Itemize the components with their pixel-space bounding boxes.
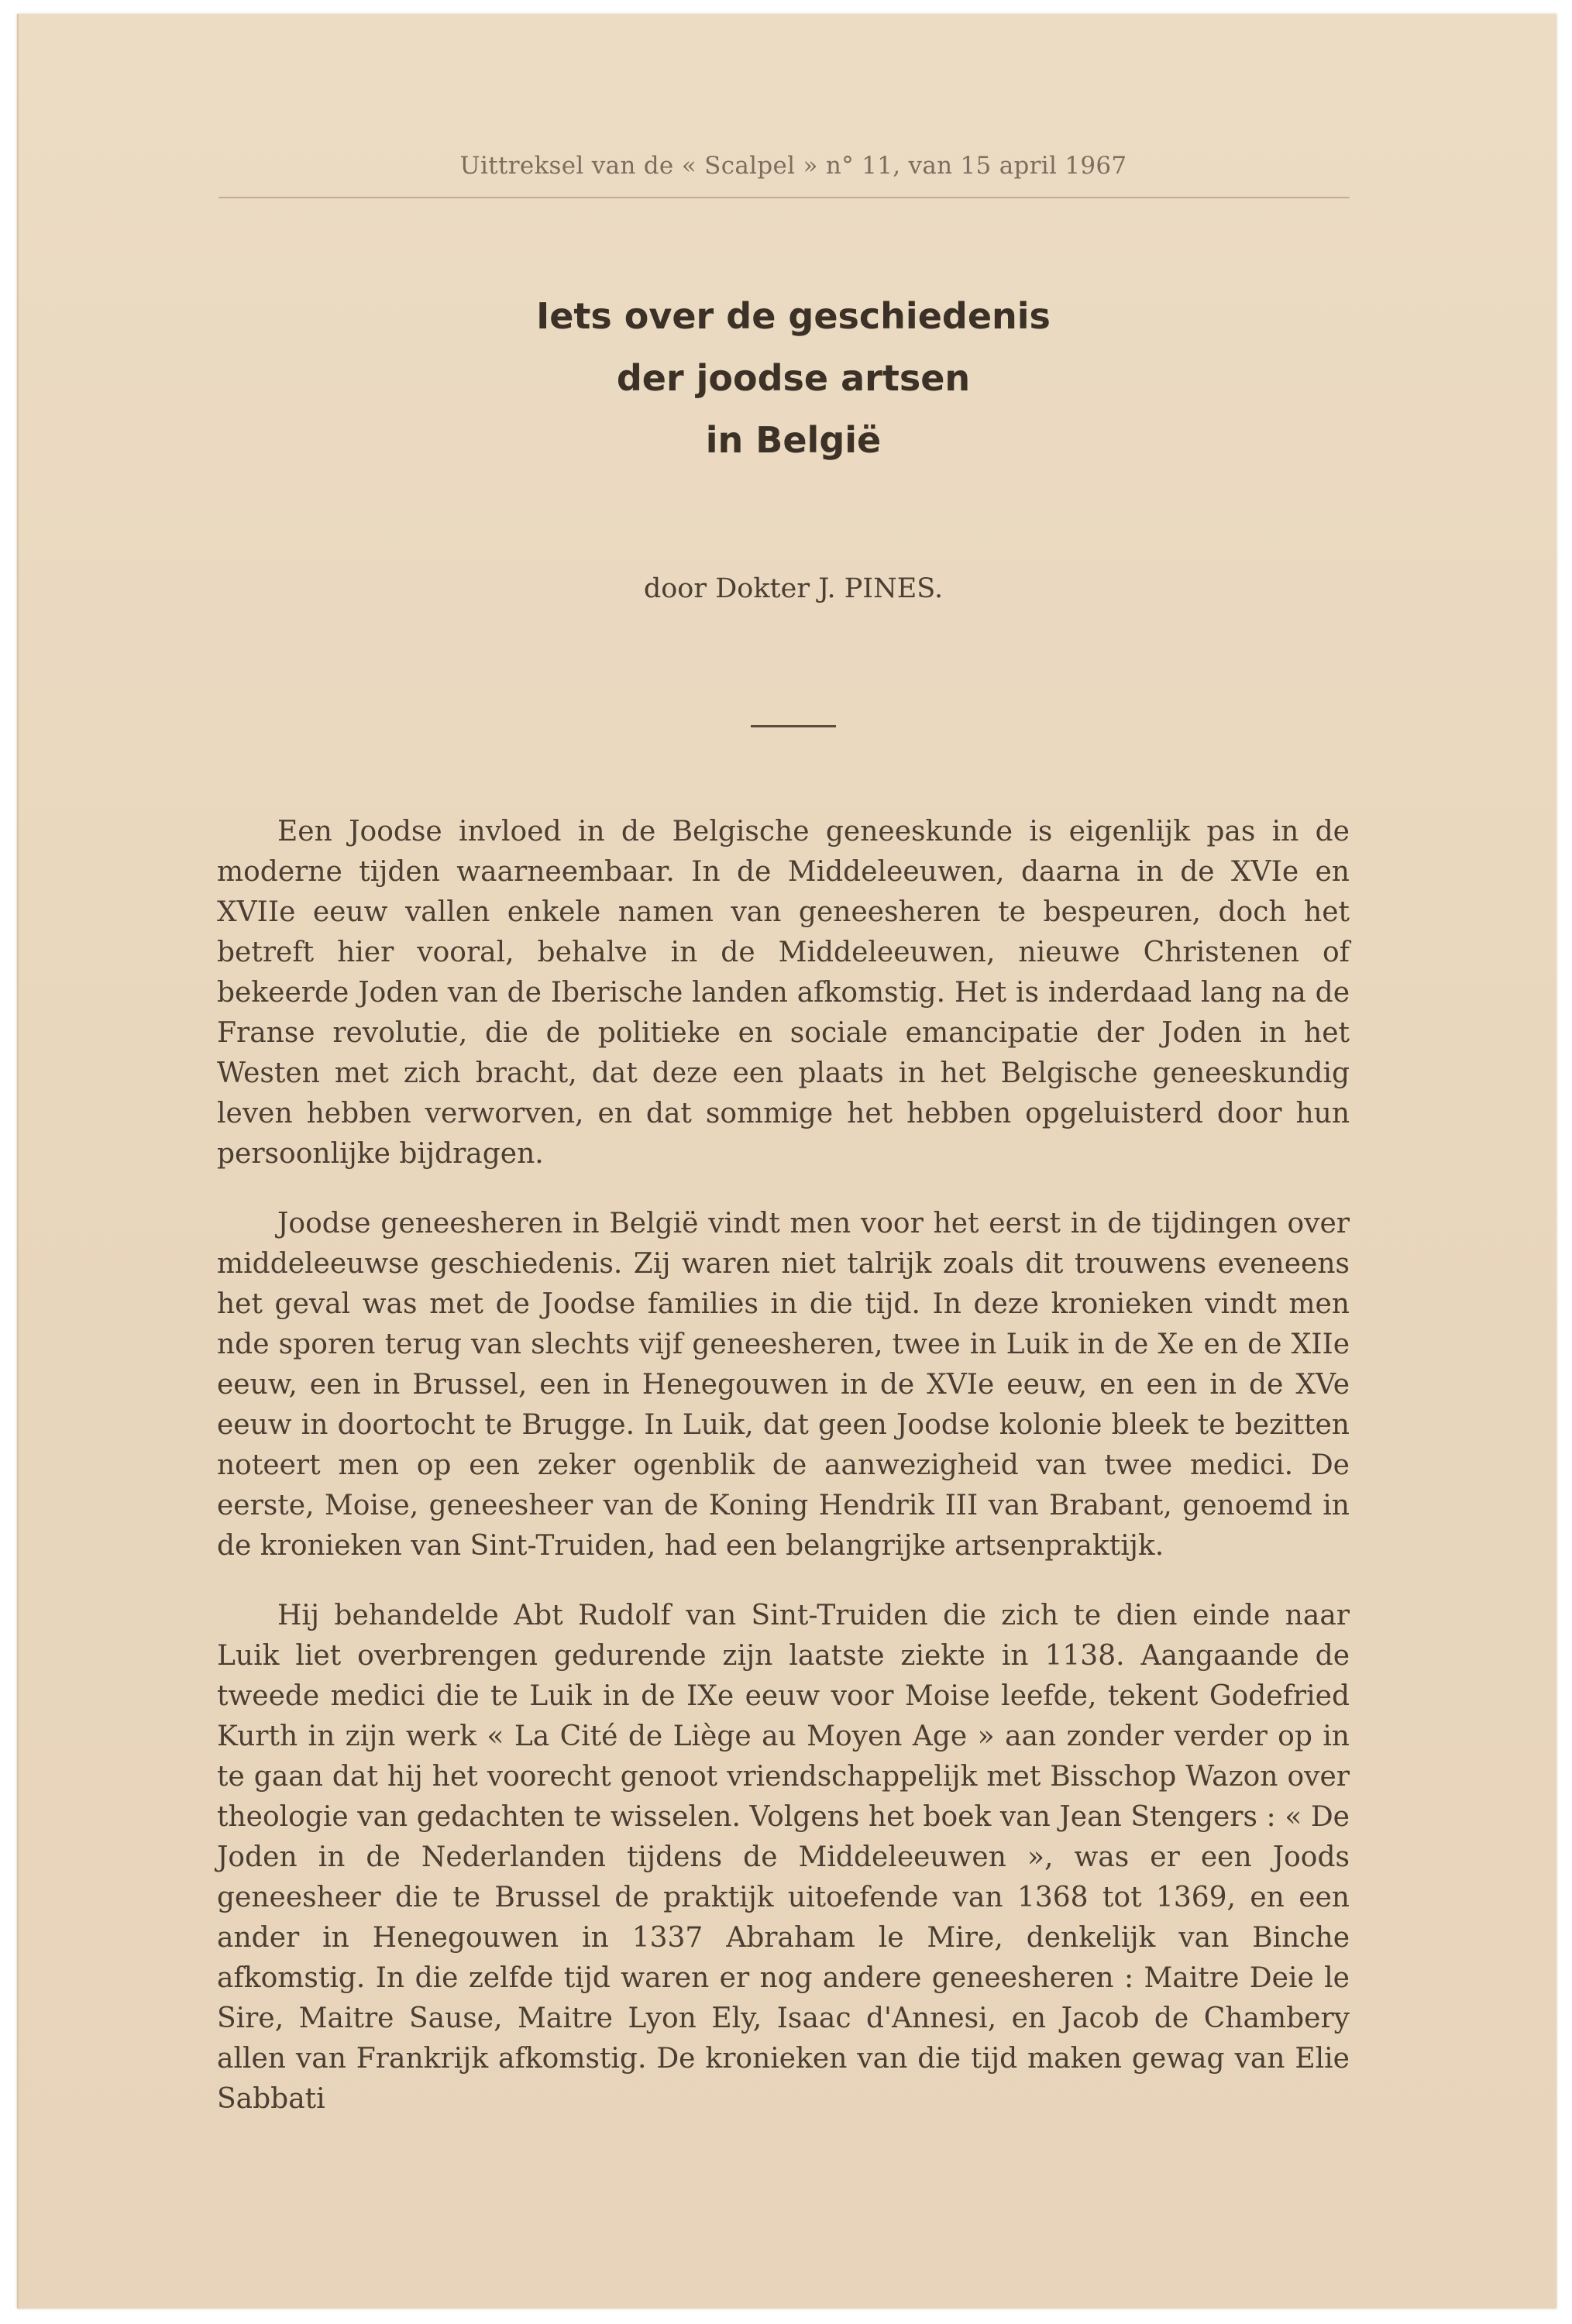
author-byline: door Dokter J. PINES. bbox=[643, 573, 944, 604]
title-line: in België bbox=[705, 419, 882, 461]
title-line: Iets over de geschiedenis bbox=[536, 295, 1051, 337]
body-paragraph: Hij behandelde Abt Rudolf van Sint-Truiden die zich te dien einde naar Luik liet overbrengen gedurende zijn laatste ziekte in 1138. Aangaande de tweede medici die te Luik in de IXe eeuw voor Moise leefde, tekent Godefried Kurth in zijn werk « La Cité de Liège au Moyen Age » aan zonder verder op in te gaan dat hij het voorecht genoot vriendschappelijk met Bisschop Wazon over theologie van gedachten te wisselen. Volgens het boek van Jean Stengers : « De Joden in de Nederlanden tijdens de Middeleeuwen », was er een Joods geneesheer die te Brussel de praktijk uitoefende van 1368 tot 1369, en een ander in Henegouwen in 1337 Abraham le Mire, denkelijk van Binche afkomstig. In die zelfde tijd waren er nog andere geneesheren : Maitre Deie le Sire, Maitre Sause, Maitre Lyon Ely, Isaac d'Annesi, en Jacob de Chambery allen van Frankrijk afkomstig. De kronieken van die tijd maken gewag van Elie Sabbati bbox=[217, 1600, 1350, 2115]
offprint-header: Uittreksel van de « Scalpel » n° 11, van 15 april 1967 bbox=[459, 152, 1127, 180]
body-paragraph: Joodse geneesheren in België vindt men voor het eerst in de tijdingen over middeleeuwse geschiedenis. Zij waren niet talrijk zoals dit trouwens eveneens het geval was met de Joodse families in die tijd. In deze kronieken vindt men nde sporen terug van slechts vijf geneesheren, twee in Luik in de Xe en de XIIe eeuw, een in Brussel, een in Henegouwen in de XVIe eeuw, en een in de XVe eeuw in doortocht te Brugge. In Luik, dat geen Joodse kolonie bleek te bezitten noteert men op een zeker ogenblik de aanwezigheid van twee medici. De eerste, Moise, geneesheer van de Koning Hendrik III van Brabant, genoemd in de kronieken van Sint-Truiden, had een belangrijke artsenpraktijk. bbox=[217, 1208, 1350, 1562]
article-title bbox=[452, 285, 1134, 471]
article-body bbox=[217, 812, 1350, 2149]
section-divider bbox=[751, 725, 836, 727]
body-paragraph: Een Joodse invloed in de Belgische geneeskunde is eigenlijk pas in de moderne tijden waarneembaar. In de Middeleeuwen, daarna in de XVIe en XVIIe eeuw vallen enkele namen van geneesheren te bespeuren, doch het betreft hier vooral, behalve in de Middeleeuwen, nieuwe Christenen of bekeerde Joden van de Iberische landen afkomstig. Het is inderdaad lang na de Franse revolutie, die de politieke en sociale emancipatie der Joden in het Westen met zich bracht, dat deze een plaats in het Belgische geneeskundig leven hebben verworven, en dat sommige het hebben opgeluisterd door hun persoonlijke bijdragen. bbox=[217, 816, 1350, 1170]
header-rule bbox=[218, 197, 1350, 198]
title-line: der joodse artsen bbox=[616, 357, 971, 399]
document-page bbox=[17, 14, 1557, 2309]
